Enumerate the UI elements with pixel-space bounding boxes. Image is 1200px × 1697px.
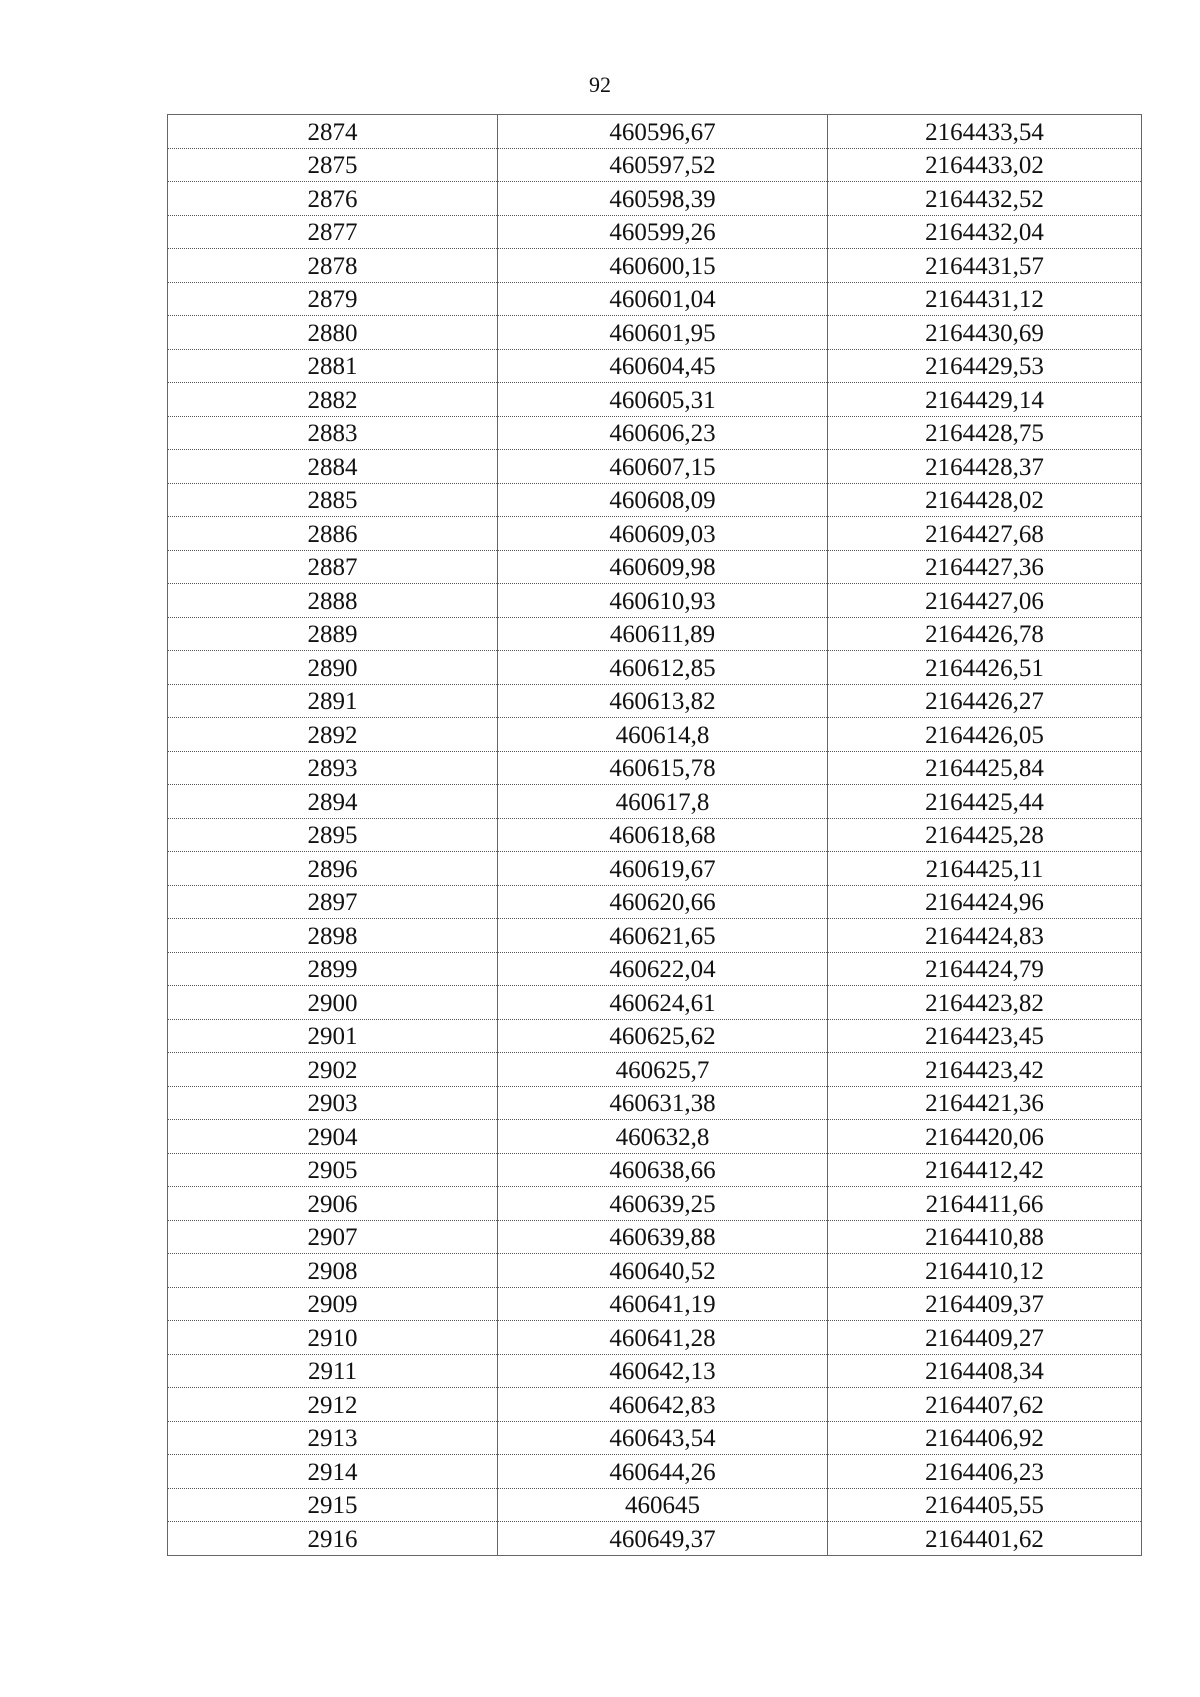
table-row (168, 1421, 1142, 1455)
table-row (168, 383, 1142, 417)
x-coordinate-cell: 460624,61 (498, 986, 828, 1020)
x-coordinate-cell: 460620,66 (498, 885, 828, 919)
x-coordinate-cell: 460631,38 (498, 1086, 828, 1120)
x-coordinate-cell: 460613,82 (498, 684, 828, 718)
y-coordinate-cell: 2164430,69 (828, 316, 1142, 350)
table-row (168, 316, 1142, 350)
point-number-cell: 2893 (168, 751, 498, 785)
y-coordinate-cell: 2164411,66 (828, 1187, 1142, 1221)
x-coordinate-cell: 460640,52 (498, 1254, 828, 1288)
x-coordinate-cell: 460598,39 (498, 182, 828, 216)
x-coordinate-cell: 460619,67 (498, 852, 828, 886)
coordinates-table-body (168, 115, 1142, 1556)
point-number-cell: 2874 (168, 115, 498, 149)
table-row (168, 919, 1142, 953)
point-number-cell: 2896 (168, 852, 498, 886)
table-row (168, 584, 1142, 618)
point-number-cell: 2907 (168, 1220, 498, 1254)
x-coordinate-cell: 460643,54 (498, 1421, 828, 1455)
point-number-cell: 2884 (168, 450, 498, 484)
point-number-cell: 2916 (168, 1522, 498, 1556)
y-coordinate-cell: 2164427,68 (828, 517, 1142, 551)
table-row (168, 617, 1142, 651)
table-row (168, 182, 1142, 216)
point-number-cell: 2901 (168, 1019, 498, 1053)
y-coordinate-cell: 2164424,79 (828, 952, 1142, 986)
point-number-cell: 2886 (168, 517, 498, 551)
point-number-cell: 2883 (168, 416, 498, 450)
point-number-cell: 2891 (168, 684, 498, 718)
y-coordinate-cell: 2164433,54 (828, 115, 1142, 149)
table-row (168, 450, 1142, 484)
point-number-cell: 2897 (168, 885, 498, 919)
y-coordinate-cell: 2164426,78 (828, 617, 1142, 651)
x-coordinate-cell: 460596,67 (498, 115, 828, 149)
x-coordinate-cell: 460641,28 (498, 1321, 828, 1355)
point-number-cell: 2900 (168, 986, 498, 1020)
point-number-cell: 2880 (168, 316, 498, 350)
point-number-cell: 2888 (168, 584, 498, 618)
table-row (168, 1287, 1142, 1321)
table-row (168, 483, 1142, 517)
table-row (168, 1354, 1142, 1388)
coordinates-table (167, 114, 1142, 1556)
point-number-cell: 2875 (168, 148, 498, 182)
y-coordinate-cell: 2164426,27 (828, 684, 1142, 718)
y-coordinate-cell: 2164425,84 (828, 751, 1142, 785)
table-row (168, 751, 1142, 785)
y-coordinate-cell: 2164410,12 (828, 1254, 1142, 1288)
y-coordinate-cell: 2164407,62 (828, 1388, 1142, 1422)
y-coordinate-cell: 2164429,53 (828, 349, 1142, 383)
point-number-cell: 2905 (168, 1153, 498, 1187)
x-coordinate-cell: 460641,19 (498, 1287, 828, 1321)
x-coordinate-cell: 460642,13 (498, 1354, 828, 1388)
table-row (168, 651, 1142, 685)
x-coordinate-cell: 460621,65 (498, 919, 828, 953)
table-row (168, 852, 1142, 886)
point-number-cell: 2878 (168, 249, 498, 283)
y-coordinate-cell: 2164426,51 (828, 651, 1142, 685)
point-number-cell: 2911 (168, 1354, 498, 1388)
x-coordinate-cell: 460645 (498, 1488, 828, 1522)
point-number-cell: 2890 (168, 651, 498, 685)
table-row (168, 1388, 1142, 1422)
point-number-cell: 2876 (168, 182, 498, 216)
point-number-cell: 2898 (168, 919, 498, 953)
point-number-cell: 2912 (168, 1388, 498, 1422)
table-row (168, 1254, 1142, 1288)
y-coordinate-cell: 2164410,88 (828, 1220, 1142, 1254)
table-row (168, 1321, 1142, 1355)
table-row (168, 1522, 1142, 1556)
point-number-cell: 2902 (168, 1053, 498, 1087)
y-coordinate-cell: 2164433,02 (828, 148, 1142, 182)
point-number-cell: 2915 (168, 1488, 498, 1522)
y-coordinate-cell: 2164423,45 (828, 1019, 1142, 1053)
point-number-cell: 2910 (168, 1321, 498, 1355)
x-coordinate-cell: 460608,09 (498, 483, 828, 517)
x-coordinate-cell: 460614,8 (498, 718, 828, 752)
y-coordinate-cell: 2164423,82 (828, 986, 1142, 1020)
point-number-cell: 2887 (168, 550, 498, 584)
table-row (168, 1053, 1142, 1087)
x-coordinate-cell: 460611,89 (498, 617, 828, 651)
table-row (168, 282, 1142, 316)
table-row (168, 1488, 1142, 1522)
table-row (168, 1153, 1142, 1187)
x-coordinate-cell: 460625,7 (498, 1053, 828, 1087)
y-coordinate-cell: 2164401,62 (828, 1522, 1142, 1556)
point-number-cell: 2877 (168, 215, 498, 249)
y-coordinate-cell: 2164432,52 (828, 182, 1142, 216)
table-row (168, 1187, 1142, 1221)
table-row (168, 885, 1142, 919)
x-coordinate-cell: 460618,68 (498, 818, 828, 852)
y-coordinate-cell: 2164421,36 (828, 1086, 1142, 1120)
point-number-cell: 2892 (168, 718, 498, 752)
table-row (168, 818, 1142, 852)
x-coordinate-cell: 460601,04 (498, 282, 828, 316)
y-coordinate-cell: 2164409,37 (828, 1287, 1142, 1321)
table-row (168, 1120, 1142, 1154)
x-coordinate-cell: 460604,45 (498, 349, 828, 383)
table-row (168, 1086, 1142, 1120)
table-row (168, 349, 1142, 383)
x-coordinate-cell: 460612,85 (498, 651, 828, 685)
x-coordinate-cell: 460610,93 (498, 584, 828, 618)
x-coordinate-cell: 460622,04 (498, 952, 828, 986)
y-coordinate-cell: 2164425,28 (828, 818, 1142, 852)
y-coordinate-cell: 2164408,34 (828, 1354, 1142, 1388)
table-row (168, 684, 1142, 718)
y-coordinate-cell: 2164428,75 (828, 416, 1142, 450)
point-number-cell: 2908 (168, 1254, 498, 1288)
y-coordinate-cell: 2164428,02 (828, 483, 1142, 517)
point-number-cell: 2889 (168, 617, 498, 651)
point-number-cell: 2881 (168, 349, 498, 383)
y-coordinate-cell: 2164420,06 (828, 1120, 1142, 1154)
y-coordinate-cell: 2164406,92 (828, 1421, 1142, 1455)
y-coordinate-cell: 2164423,42 (828, 1053, 1142, 1087)
table-row (168, 148, 1142, 182)
point-number-cell: 2879 (168, 282, 498, 316)
y-coordinate-cell: 2164432,04 (828, 215, 1142, 249)
point-number-cell: 2885 (168, 483, 498, 517)
x-coordinate-cell: 460600,15 (498, 249, 828, 283)
x-coordinate-cell: 460642,83 (498, 1388, 828, 1422)
table-row (168, 249, 1142, 283)
x-coordinate-cell: 460605,31 (498, 383, 828, 417)
point-number-cell: 2903 (168, 1086, 498, 1120)
y-coordinate-cell: 2164425,11 (828, 852, 1142, 886)
table-row (168, 718, 1142, 752)
y-coordinate-cell: 2164409,27 (828, 1321, 1142, 1355)
x-coordinate-cell: 460601,95 (498, 316, 828, 350)
point-number-cell: 2894 (168, 785, 498, 819)
table-row (168, 1220, 1142, 1254)
point-number-cell: 2909 (168, 1287, 498, 1321)
table-row (168, 1019, 1142, 1053)
point-number-cell: 2904 (168, 1120, 498, 1154)
x-coordinate-cell: 460625,62 (498, 1019, 828, 1053)
y-coordinate-cell: 2164406,23 (828, 1455, 1142, 1489)
y-coordinate-cell: 2164424,83 (828, 919, 1142, 953)
x-coordinate-cell: 460609,98 (498, 550, 828, 584)
x-coordinate-cell: 460615,78 (498, 751, 828, 785)
y-coordinate-cell: 2164405,55 (828, 1488, 1142, 1522)
x-coordinate-cell: 460597,52 (498, 148, 828, 182)
x-coordinate-cell: 460639,88 (498, 1220, 828, 1254)
table-row (168, 416, 1142, 450)
y-coordinate-cell: 2164426,05 (828, 718, 1142, 752)
y-coordinate-cell: 2164429,14 (828, 383, 1142, 417)
point-number-cell: 2913 (168, 1421, 498, 1455)
point-number-cell: 2906 (168, 1187, 498, 1221)
y-coordinate-cell: 2164425,44 (828, 785, 1142, 819)
point-number-cell: 2914 (168, 1455, 498, 1489)
x-coordinate-cell: 460606,23 (498, 416, 828, 450)
y-coordinate-cell: 2164427,36 (828, 550, 1142, 584)
point-number-cell: 2899 (168, 952, 498, 986)
table-row (168, 1455, 1142, 1489)
table-row (168, 215, 1142, 249)
x-coordinate-cell: 460607,15 (498, 450, 828, 484)
y-coordinate-cell: 2164431,12 (828, 282, 1142, 316)
point-number-cell: 2882 (168, 383, 498, 417)
y-coordinate-cell: 2164427,06 (828, 584, 1142, 618)
y-coordinate-cell: 2164424,96 (828, 885, 1142, 919)
y-coordinate-cell: 2164428,37 (828, 450, 1142, 484)
x-coordinate-cell: 460644,26 (498, 1455, 828, 1489)
table-row (168, 115, 1142, 149)
table-row (168, 785, 1142, 819)
point-number-cell: 2895 (168, 818, 498, 852)
table-row (168, 517, 1142, 551)
x-coordinate-cell: 460632,8 (498, 1120, 828, 1154)
x-coordinate-cell: 460617,8 (498, 785, 828, 819)
page-number: 92 (589, 72, 611, 97)
y-coordinate-cell: 2164412,42 (828, 1153, 1142, 1187)
table-row (168, 550, 1142, 584)
table-row (168, 986, 1142, 1020)
table-row (168, 952, 1142, 986)
x-coordinate-cell: 460638,66 (498, 1153, 828, 1187)
y-coordinate-cell: 2164431,57 (828, 249, 1142, 283)
x-coordinate-cell: 460649,37 (498, 1522, 828, 1556)
x-coordinate-cell: 460609,03 (498, 517, 828, 551)
x-coordinate-cell: 460639,25 (498, 1187, 828, 1221)
x-coordinate-cell: 460599,26 (498, 215, 828, 249)
